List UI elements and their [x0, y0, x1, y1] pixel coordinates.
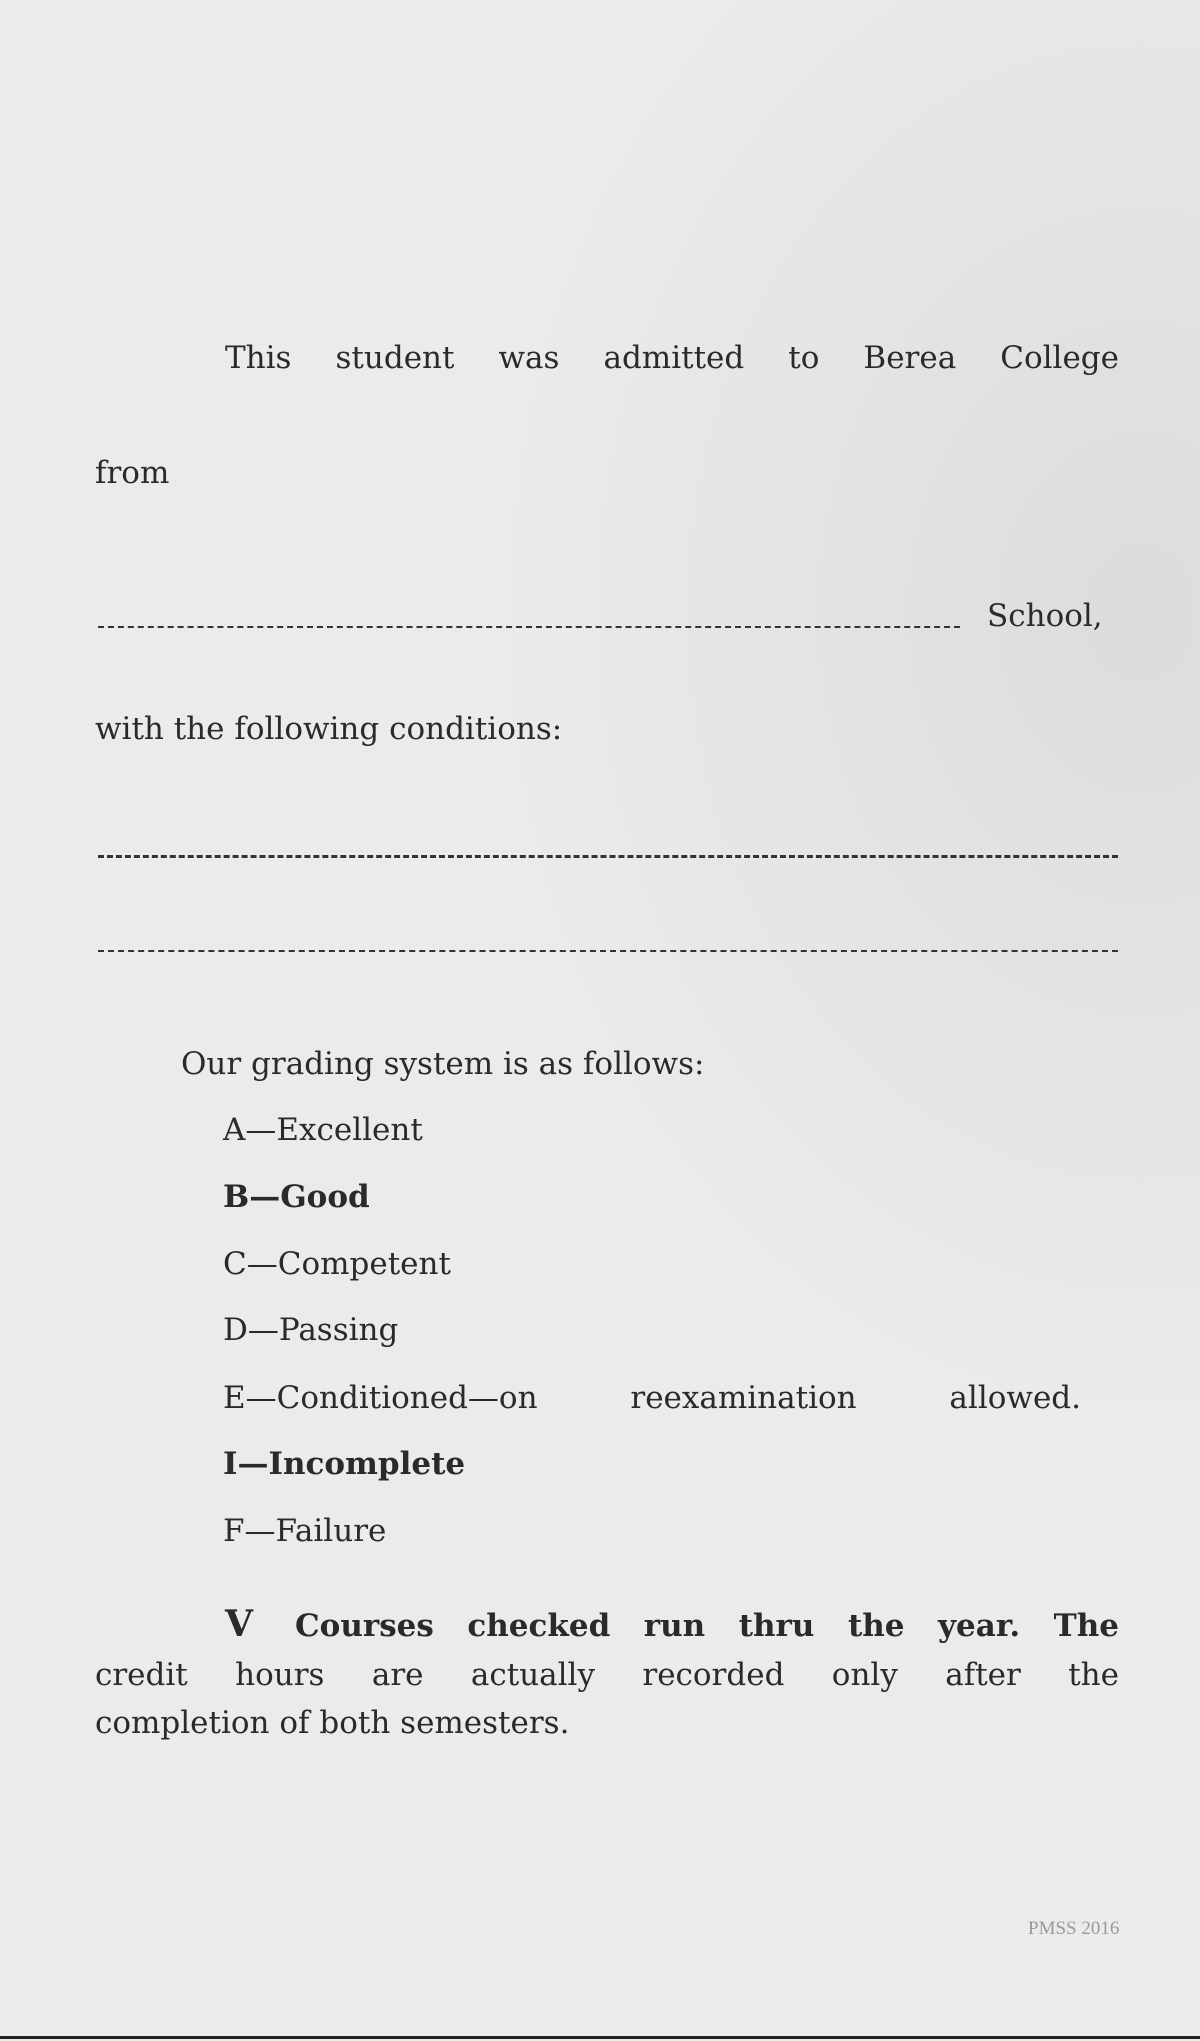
pmss-watermark: PMSS 2016	[1028, 1918, 1120, 1939]
note-line-2: credit hours are actually recorded only after the	[95, 1657, 1119, 1693]
admission-line: This student was admitted to Berea College	[225, 340, 1119, 376]
grade-i: I—Incomplete	[223, 1446, 466, 1482]
school-label: School,	[987, 598, 1103, 634]
grading-heading: Our grading system is as follows:	[181, 1046, 705, 1082]
check-mark: V	[225, 1603, 253, 1645]
grade-e: E—Conditioned—on reexamination allowed.	[223, 1380, 1081, 1416]
grade-b: B—Good	[223, 1179, 370, 1215]
note-line-1: Courses checked run thru the year. The	[295, 1608, 1119, 1644]
grade-d: D—Passing	[223, 1312, 399, 1348]
conditions-blank-line-2	[98, 950, 1118, 952]
note-line-3: completion of both semesters.	[95, 1705, 570, 1741]
conditions-blank-line-1	[98, 855, 1118, 858]
grade-a: A—Excellent	[223, 1112, 423, 1148]
grade-c: C—Competent	[223, 1246, 451, 1282]
bottom-edge	[0, 2036, 1200, 2039]
from-label: from	[95, 455, 170, 491]
school-blank-line	[98, 626, 960, 628]
conditions-label: with the following conditions:	[95, 711, 563, 747]
grade-f: F—Failure	[223, 1513, 387, 1549]
